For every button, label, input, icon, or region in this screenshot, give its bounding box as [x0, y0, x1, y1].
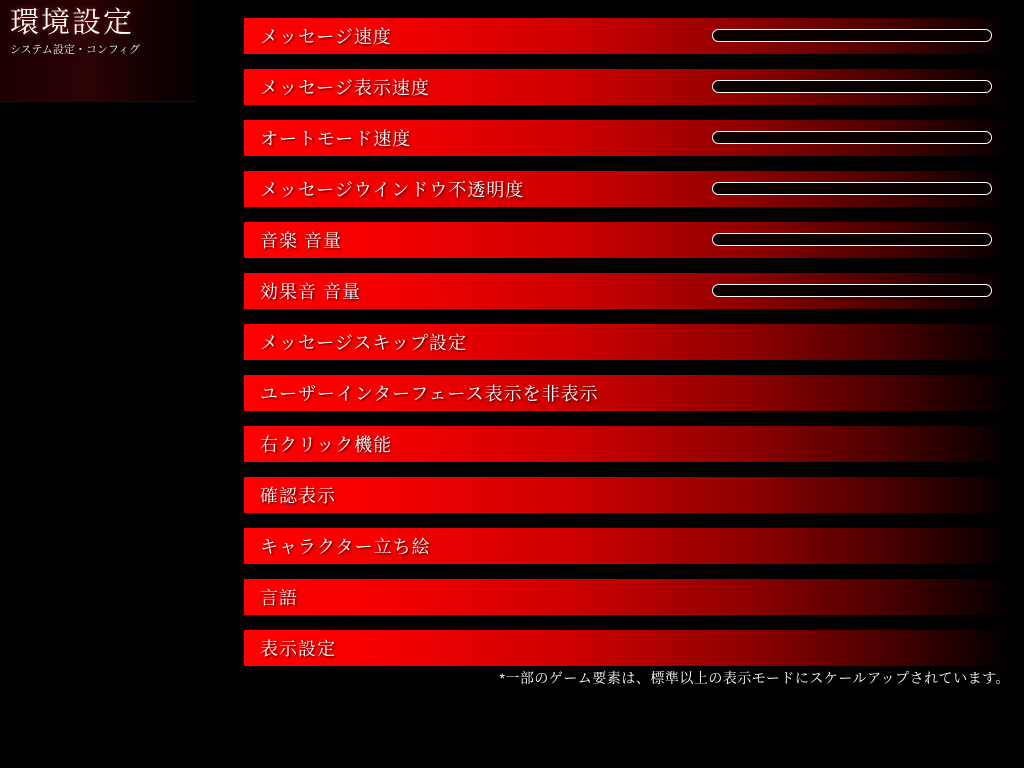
display-mode-note: *一部のゲーム要素は、標準以上の表示モードにスケールアップされています。 [499, 670, 1010, 686]
settings-menu-item-label: オートモード速度 [260, 129, 412, 149]
settings-menu-item[interactable] [244, 69, 1008, 105]
settings-menu-item-label: メッセージ表示速度 [260, 78, 430, 98]
settings-menu-item[interactable] [244, 222, 1008, 258]
settings-menu-item-label: ユーザーインターフェース表示を非表示 [260, 384, 599, 404]
settings-slider[interactable] [712, 80, 992, 93]
settings-menu-item-label: キャラクター立ち絵 [260, 537, 431, 557]
settings-menu-item-label: メッセージウインドウ不透明度 [260, 180, 525, 200]
settings-menu-item-label: 表示設定 [260, 639, 336, 659]
settings-menu-item[interactable] [244, 273, 1008, 309]
settings-menu-item[interactable] [244, 477, 1008, 513]
settings-menu-item-label: 確認表示 [260, 486, 336, 506]
settings-menu-item-label: 右クリック機能 [260, 435, 393, 455]
settings-slider[interactable] [712, 131, 992, 144]
settings-menu-item[interactable] [244, 375, 1008, 411]
settings-slider[interactable] [712, 29, 992, 42]
settings-title-plate [0, 0, 196, 102]
settings-menu-item[interactable] [244, 120, 1008, 156]
settings-menu-item[interactable] [244, 528, 1008, 564]
settings-menu-item-label: メッセージスキップ設定 [260, 333, 468, 353]
settings-menu-item[interactable] [244, 630, 1008, 666]
settings-menu-item[interactable] [244, 324, 1008, 360]
settings-menu-item[interactable] [244, 426, 1008, 462]
settings-slider[interactable] [712, 233, 992, 246]
settings-menu-list [244, 18, 1008, 681]
settings-slider[interactable] [712, 284, 992, 297]
settings-menu-item-label: 効果音 音量 [260, 282, 362, 302]
settings-menu-item-label: 言語 [260, 588, 298, 608]
settings-menu-item[interactable] [244, 579, 1008, 615]
settings-menu-item[interactable] [244, 171, 1008, 207]
page-title: 環境設定 [10, 7, 135, 39]
settings-menu-item[interactable] [244, 18, 1008, 54]
settings-menu-item-label: メッセージ速度 [260, 27, 392, 47]
settings-slider[interactable] [712, 182, 992, 195]
settings-menu-item-label: 音楽 音量 [260, 231, 343, 251]
page-subtitle: システム設定・コンフィグ [10, 44, 141, 56]
